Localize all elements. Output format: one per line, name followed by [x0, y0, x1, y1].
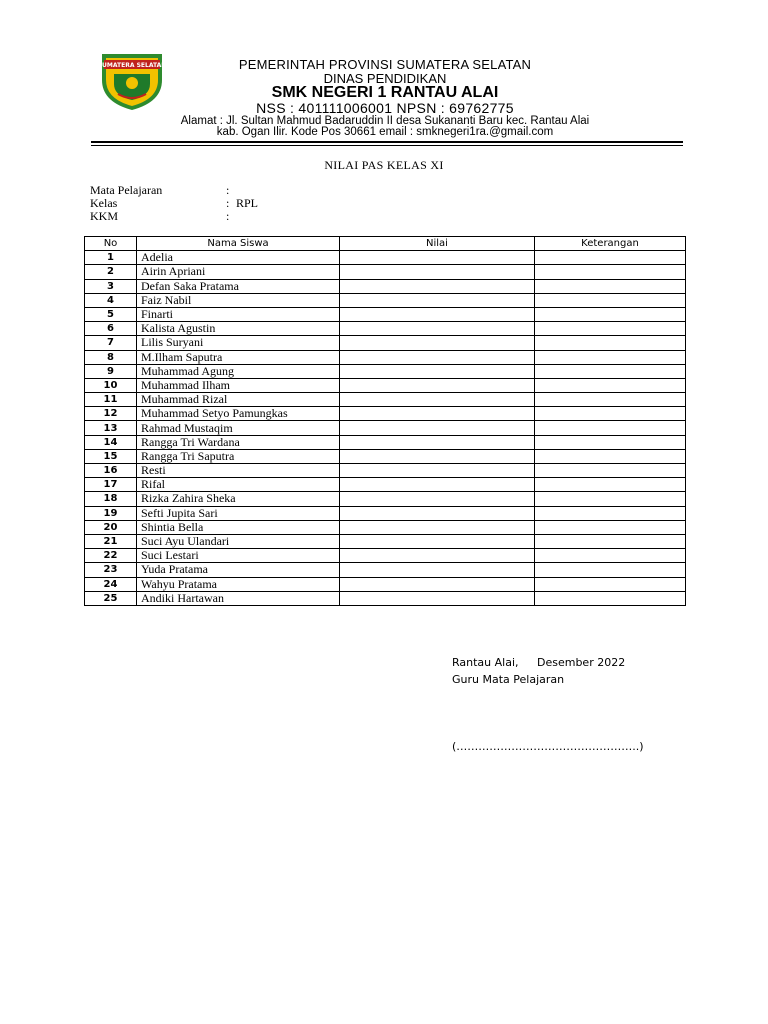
row-number: 20 [85, 520, 137, 534]
table-row [85, 350, 686, 364]
letterhead-divider-thick [91, 141, 683, 143]
table-row [85, 492, 686, 506]
score-cell [340, 393, 535, 407]
note-cell [535, 577, 686, 591]
score-cell [340, 364, 535, 378]
row-number: 11 [85, 393, 137, 407]
column-header-no: No [85, 237, 137, 251]
score-cell [340, 520, 535, 534]
table-row [85, 265, 686, 279]
class-colon: : [226, 196, 230, 210]
score-cell [340, 478, 535, 492]
note-cell [535, 478, 686, 492]
row-number: 2 [85, 265, 137, 279]
student-name: Muhammad Rizal [137, 393, 340, 407]
grades-table [84, 236, 686, 606]
row-number: 19 [85, 506, 137, 520]
table-row [85, 520, 686, 534]
signature-role: Guru Mata Pelajaran [452, 673, 565, 686]
table-row [85, 506, 686, 520]
row-number: 12 [85, 407, 137, 421]
note-cell [535, 378, 686, 392]
row-number: 9 [85, 364, 137, 378]
student-name: Rifal [137, 478, 340, 492]
header-address-line-1: Alamat : Jl. Sultan Mahmud Badaruddin II desa Sukananti Baru kec. Rantau Alai [180, 115, 590, 127]
row-number: 13 [85, 421, 137, 435]
table-row [85, 478, 686, 492]
class-value: RPL [236, 196, 259, 210]
note-cell [535, 435, 686, 449]
table-row [85, 293, 686, 307]
note-cell [535, 421, 686, 435]
note-cell [535, 591, 686, 605]
student-name: Faiz Nabil [137, 293, 340, 307]
column-header-name: Nama Siswa [137, 237, 340, 251]
score-cell [340, 435, 535, 449]
table-row [85, 591, 686, 605]
column-header-score: Nilai [340, 237, 535, 251]
student-name: Suci Lestari [137, 549, 340, 563]
table-row [85, 307, 686, 321]
student-name: Rangga Tri Saputra [137, 449, 340, 463]
note-cell [535, 364, 686, 378]
signature-place: Rantau Alai, [452, 656, 519, 669]
score-cell [340, 350, 535, 364]
row-number: 18 [85, 492, 137, 506]
note-cell [535, 350, 686, 364]
row-number: 10 [85, 378, 137, 392]
row-number: 5 [85, 307, 137, 321]
student-name: Wahyu Pratama [137, 577, 340, 591]
table-row [85, 563, 686, 577]
student-name: Kalista Agustin [137, 322, 340, 336]
student-name: Resti [137, 464, 340, 478]
table-row [85, 407, 686, 421]
score-cell [340, 307, 535, 321]
score-cell [340, 421, 535, 435]
header-school-name: SMK NEGERI 1 RANTAU ALAI [271, 84, 499, 101]
student-name: Andiki Hartawan [137, 591, 340, 605]
score-cell [340, 577, 535, 591]
student-name: Muhammad Agung [137, 364, 340, 378]
student-name: Lilis Suryani [137, 336, 340, 350]
table-row [85, 364, 686, 378]
score-cell [340, 464, 535, 478]
subject-colon: : [226, 183, 230, 197]
row-number: 21 [85, 534, 137, 548]
note-cell [535, 492, 686, 506]
note-cell [535, 393, 686, 407]
table-row [85, 449, 686, 463]
note-cell [535, 449, 686, 463]
student-name: Defan Saka Pratama [137, 279, 340, 293]
note-cell [535, 336, 686, 350]
student-name: Muhammad Ilham [137, 378, 340, 392]
student-name: Suci Ayu Ulandari [137, 534, 340, 548]
row-number: 17 [85, 478, 137, 492]
table-row [85, 421, 686, 435]
score-cell [340, 449, 535, 463]
student-name: Rangga Tri Wardana [137, 435, 340, 449]
table-row [85, 322, 686, 336]
table-row [85, 577, 686, 591]
row-number: 8 [85, 350, 137, 364]
student-name: Finarti [137, 307, 340, 321]
kkm-colon: : [226, 209, 230, 223]
note-cell [535, 549, 686, 563]
subject-label: Mata Pelajaran [90, 183, 163, 197]
student-name: M.Ilham Saputra [137, 350, 340, 364]
table-row [85, 549, 686, 563]
note-cell [535, 506, 686, 520]
student-name: Sefti Jupita Sari [137, 506, 340, 520]
signature-name-placeholder: (…………………………………………..) [452, 740, 644, 753]
header-codes: NSS : 401111006001 NPSN : 69762775 [256, 100, 514, 116]
score-cell [340, 336, 535, 350]
table-row [85, 435, 686, 449]
note-cell [535, 279, 686, 293]
student-name: Yuda Pratama [137, 563, 340, 577]
header-government: PEMERINTAH PROVINSI SUMATERA SELATAN [238, 57, 532, 72]
row-number: 7 [85, 336, 137, 350]
score-cell [340, 279, 535, 293]
signature-date: Desember 2022 [537, 656, 626, 669]
student-name: Airin Apriani [137, 265, 340, 279]
row-number: 25 [85, 591, 137, 605]
row-number: 3 [85, 279, 137, 293]
note-cell [535, 464, 686, 478]
row-number: 1 [85, 251, 137, 265]
score-cell [340, 251, 535, 265]
row-number: 4 [85, 293, 137, 307]
table-row [85, 464, 686, 478]
row-number: 24 [85, 577, 137, 591]
score-cell [340, 378, 535, 392]
table-header-row [85, 237, 686, 251]
note-cell [535, 534, 686, 548]
kkm-label: KKM [90, 209, 119, 223]
note-cell [535, 293, 686, 307]
table-row [85, 393, 686, 407]
class-label: Kelas [90, 196, 118, 210]
note-cell [535, 520, 686, 534]
score-cell [340, 265, 535, 279]
row-number: 22 [85, 549, 137, 563]
student-name: Muhammad Setyo Pamungkas [137, 407, 340, 421]
table-row [85, 336, 686, 350]
row-number: 23 [85, 563, 137, 577]
row-number: 16 [85, 464, 137, 478]
score-cell [340, 506, 535, 520]
student-name: Adelia [137, 251, 340, 265]
note-cell [535, 407, 686, 421]
table-row [85, 279, 686, 293]
score-cell [340, 563, 535, 577]
document-title: NILAI PAS KELAS XI [324, 158, 444, 172]
column-header-note: Keterangan [535, 237, 686, 251]
score-cell [340, 549, 535, 563]
note-cell [535, 322, 686, 336]
table-row [85, 251, 686, 265]
header-address-line-2: kab. Ogan Ilir. Kode Pos 30661 email : smknegeri1ra.@gmail.com [216, 126, 554, 138]
info-row-kkm [90, 210, 258, 223]
score-cell [340, 492, 535, 506]
info-block [90, 184, 258, 223]
logo-caption: SUMATERA SELATAN [97, 62, 167, 69]
score-cell [340, 534, 535, 548]
student-name: Shintia Bella [137, 520, 340, 534]
score-cell [340, 407, 535, 421]
row-number: 15 [85, 449, 137, 463]
score-cell [340, 591, 535, 605]
note-cell [535, 307, 686, 321]
note-cell [535, 563, 686, 577]
row-number: 6 [85, 322, 137, 336]
letterhead-divider-thin [91, 145, 683, 146]
note-cell [535, 251, 686, 265]
score-cell [340, 322, 535, 336]
student-name: Rahmad Mustaqim [137, 421, 340, 435]
note-cell [535, 265, 686, 279]
table-row [85, 378, 686, 392]
student-name: Rizka Zahira Sheka [137, 492, 340, 506]
row-number: 14 [85, 435, 137, 449]
header-department: DINAS PENDIDIKAN [323, 71, 447, 86]
table-row [85, 534, 686, 548]
score-cell [340, 293, 535, 307]
